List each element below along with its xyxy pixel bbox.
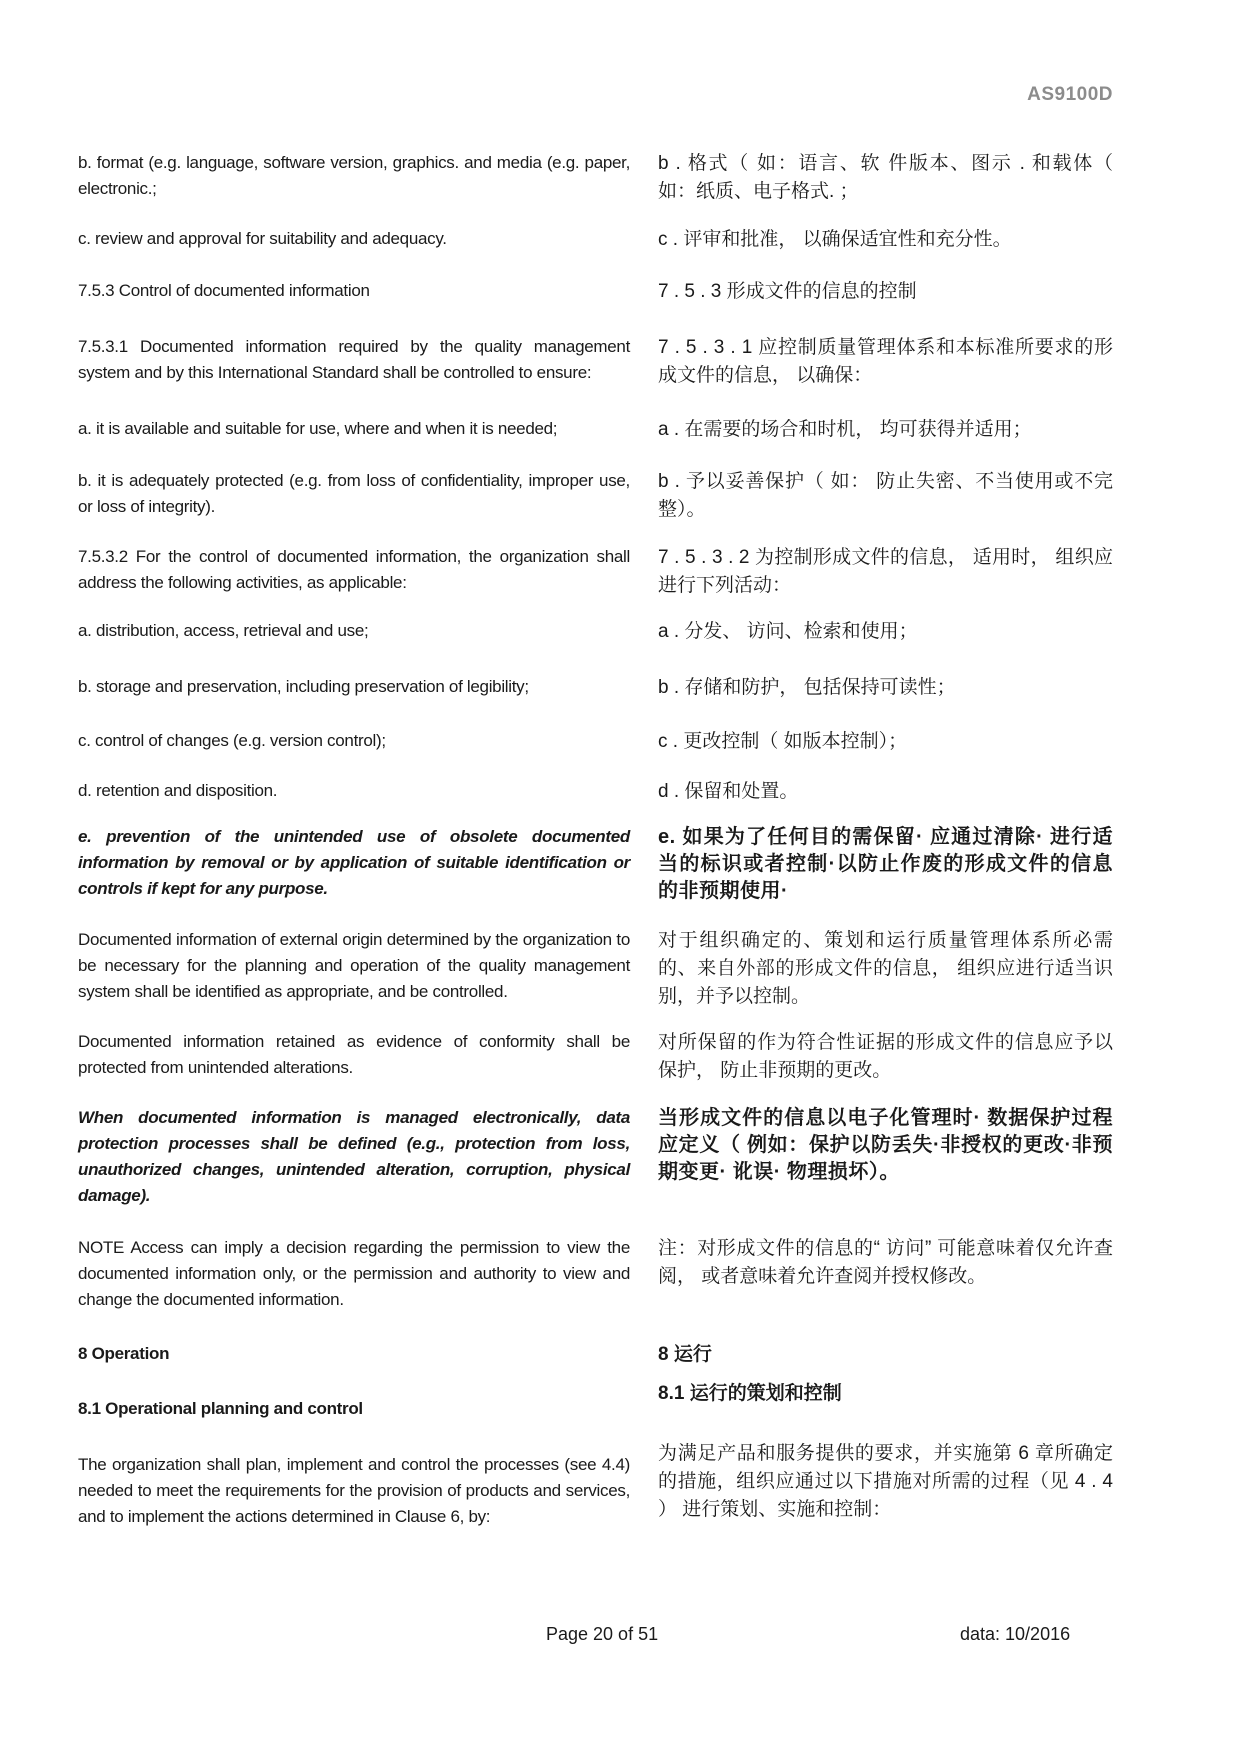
paragraph-en: The organization shall plan, implement and control the processes (see 4.4) needed to meet the requirements for the provision of products and services, and to implement the actions determined in Clause 6, by: — [78, 1455, 630, 1526]
paragraph-zh: 7 . 5 . 3 . 2 为控制形成文件的信息， 适用时， 组织应进行下列活动： — [658, 547, 1113, 596]
paragraph-zh: 对于组织确定的、策划和运行质量管理体系所必需的、来自外部的形成文件的信息， 组织应进行适当识别，并予以控制。 — [658, 930, 1113, 1007]
clause-title-zh: 7 . 5 . 3 形成文件的信息的控制 — [658, 281, 917, 302]
bilingual-row-emphasis — [78, 824, 1113, 905]
bilingual-row — [78, 468, 1113, 524]
section-heading-zh: 8 运行 — [658, 1344, 712, 1365]
bilingual-row-clause-753 — [78, 278, 1113, 306]
emphasized-paragraph-zh: e. 如果为了任何目的需保留· 应通过清除· 进行适当的标识或者控制·以防止作废的形成文件的信息的非预期使用· — [658, 826, 1113, 902]
bilingual-row — [78, 674, 1113, 702]
list-item-zh: d . 保留和处置。 — [658, 781, 799, 802]
bilingual-content — [78, 150, 1113, 1536]
bilingual-row-clause-7532 — [78, 544, 1113, 600]
list-item-en: a. distribution, access, retrieval and use; — [78, 621, 369, 640]
bilingual-row — [78, 1443, 1113, 1536]
list-item-zh: b . 予以妥善保护（ 如： 防止失密、不当使用或不完整）。 — [658, 471, 1113, 520]
date-label: data: 10/2016 — [960, 1624, 1071, 1644]
list-item-en: d. retention and disposition. — [78, 781, 278, 800]
bilingual-row — [78, 618, 1113, 646]
paragraph-en: 7.5.3.1 Documented information required by the quality management system and by this International Standard shall be controlled to ensure: — [78, 337, 630, 382]
paragraph-en: c. review and approval for suitability and adequacy. — [78, 229, 447, 248]
bilingual-row-clause-7531 — [78, 334, 1113, 390]
bilingual-row — [78, 927, 1113, 1011]
list-item-en: b. it is adequately protected (e.g. from loss of confidentiality, improper use, or loss of integrity). — [78, 471, 630, 516]
document-code-header: AS9100D — [1027, 84, 1113, 105]
note-paragraph-zh: 注：对形成文件的信息的“ 访问” 可能意味着仅允许查阅， 或者意味着允许查阅并授权修改。 — [658, 1238, 1113, 1287]
page-number: Page 20 of 51 — [546, 1624, 659, 1644]
paragraph-en: Documented information of external origin determined by the organization to be necessary for the planning and operation of the quality management system shall be identified as appropriate, and be controlled. — [78, 930, 630, 1001]
bilingual-row-note — [78, 1235, 1113, 1313]
bilingual-row — [78, 416, 1113, 444]
bilingual-row — [78, 226, 1113, 254]
clause-title-en: 7.5.3 Control of documented information — [78, 281, 370, 300]
emphasized-paragraph-en: e. prevention of the unintended use of obsolete documented information by removal or by application of suitable identification or controls if kept for any purpose. — [78, 827, 630, 898]
paragraph-en: b. format (e.g. language, software version, graphics. and media (e.g. paper, electronic.; — [78, 153, 630, 198]
paragraph-zh: 对所保留的作为符合性证据的形成文件的信息应予以保护， 防止非预期的更改。 — [658, 1032, 1113, 1081]
bilingual-row-heading-8 — [78, 1341, 1113, 1369]
section-heading-en: 8.1 Operational planning and control — [78, 1399, 363, 1418]
list-item-zh: b . 存储和防护， 包括保持可读性； — [658, 677, 956, 698]
section-heading-en: 8 Operation — [78, 1344, 170, 1363]
bilingual-row-emphasis — [78, 1105, 1113, 1209]
bilingual-row — [78, 728, 1113, 756]
list-item-en: b. storage and preservation, including preservation of legibility; — [78, 677, 529, 696]
list-item-zh: a . 在需要的场合和时机， 均可获得并适用； — [658, 419, 1032, 440]
paragraph-zh: b . 格式（ 如：语言、软 件版本、图示 . 和载体（ 如：纸质、电子格式. ； — [658, 153, 1113, 202]
paragraph-zh: 为满足产品和服务提供的要求，并实施第 6 章所确定的措施，组织应通过以下措施对所需的过程（见 4 . 4 ） 进行策划、实施和控制： — [658, 1443, 1113, 1520]
list-item-en: a. it is available and suitable for use, where and when it is needed; — [78, 419, 558, 438]
bilingual-row-heading-81 — [78, 1383, 1113, 1424]
emphasized-paragraph-en: When documented information is managed electronically, data protection processes shall be defined (e.g., protection from loss, unauthorized changes, unintended alteration, corruption, physical damage). — [78, 1108, 630, 1205]
paragraph-zh: c . 评审和批准， 以确保适宜性和充分性。 — [658, 229, 1012, 250]
paragraph-en: 7.5.3.2 For the control of documented information, the organization shall address the following activities, as applicable: — [78, 547, 630, 592]
bilingual-row — [78, 778, 1113, 806]
list-item-zh: c . 更改控制（ 如版本控制）； — [658, 731, 908, 752]
note-paragraph-en: NOTE Access can imply a decision regarding the permission to view the documented information only, or the permission and authority to view and change the documented information. — [78, 1238, 630, 1309]
list-item-en: c. control of changes (e.g. version control); — [78, 731, 386, 750]
paragraph-zh: 7 . 5 . 3 . 1 应控制质量管理体系和本标准所要求的形成文件的信息， 以确保： — [658, 337, 1113, 386]
list-item-zh: a . 分发、 访问、检索和使用； — [658, 621, 918, 642]
bilingual-row — [78, 1029, 1113, 1085]
emphasized-paragraph-zh: 当形成文件的信息以电子化管理时· 数据保护过程应定义（ 例如：保护以防丢失·非授权的更改·非预期变更· 讹误· 物理损坏）。 — [658, 1107, 1113, 1183]
section-heading-zh: 8.1 运行的策划和控制 — [658, 1383, 842, 1404]
bilingual-row — [78, 150, 1113, 206]
paragraph-en: Documented information retained as evidence of conformity shall be protected from unintended alterations. — [78, 1032, 630, 1077]
